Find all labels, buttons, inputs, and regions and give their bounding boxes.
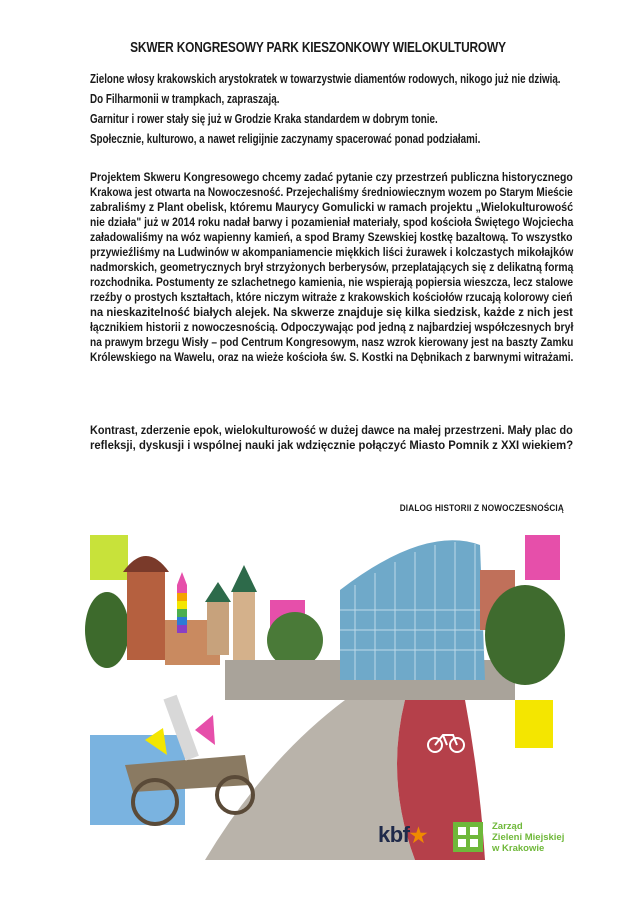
paragraph-main-line: rzeźby o prostych kształtach, które niczym witraże z krakowskich kościołów rzucają kolorowy cień [90, 291, 573, 304]
zzm-logo-icon [453, 822, 483, 852]
paragraph-main-line: zabraliśmy z Plant obelisk, któremu Maurycy Gomulicki w ramach projektu „Wielokulturowość [90, 201, 574, 214]
paragraph-closing [90, 423, 573, 453]
kbf-logo: kbf★ [378, 822, 427, 847]
paragraph-closing-line: refleksji, dyskusji i wspólnej nauki jak wdzięcznie połączyć Miasto Pomnik z XXI wiekiem? [90, 439, 574, 452]
paragraph-main-line: nadmorskich, geometrycznych brył strzyżonych berberysów, przeplatających się z delikatną formą [90, 261, 574, 274]
intro-block [90, 69, 573, 149]
tree-right [485, 585, 565, 685]
paragraph-closing-line: Kontrast, zderzenie epok, wielokulturowość w dużej dawce na małej przestrzeni. Mały plac do [90, 424, 573, 437]
church-tower-2 [233, 590, 255, 660]
wawel-tower [127, 570, 165, 660]
paragraph-main-line: Projektem Skweru Kongresowego chcemy zadać pytanie czy przestrzeń publiczna historycznego [90, 171, 573, 184]
paragraph-main-line: łącznikiem historii z nowoczesnością. Odpoczywając pod jedną z najbardziej współczesnych brył [90, 321, 574, 334]
paragraph-main-line: na prawym brzegu Wisły – pod Centrum Kongresowym, nasz wzrok kierowany jest na baszty Zamku [90, 336, 574, 349]
pink-square-right [525, 535, 560, 580]
paragraph-main-line: na nieskazitelność białych alejek. Na skwerze znajduje się kilka siedzisk, każde z nich jest [90, 306, 573, 319]
paragraph-main-line: rozchodnika. Postumenty ze szlachetnego kamienia, nie wspierają popiersia wieszcza, lecz stalowe [90, 276, 574, 289]
intro-line-4: Społecznie, kulturowo, a nawet religijnie zaczynamy spacerować ponad podziałami. [90, 132, 481, 146]
lime-square [90, 535, 128, 580]
rainbow-obelisk [177, 572, 187, 633]
tree-middle [267, 612, 323, 668]
collage-illustration [85, 530, 565, 860]
yellow-square [515, 700, 553, 748]
paragraph-main [90, 170, 573, 365]
intro-line-2: Do Filharmonii w trampkach, zapraszają. [90, 92, 280, 106]
paragraph-main-line: nie działa" już w 2014 roku nadał barwy i pozamieniał materiały, spod kościoła Świętego Wojciecha [90, 216, 574, 229]
tower-roof [123, 556, 169, 572]
intro-line-1: Zielone włosy krakowskich arystokratek w towarzystwie diamentów rodowych, nikogo już nie dziwią. [90, 72, 561, 86]
church-spire-1 [205, 582, 231, 602]
intro-line-3: Garnitur i rower stały się już w Grodzie Kraka standardem w dobrym tonie. [90, 112, 438, 126]
paragraph-main-line: Królewskiego na Wawelu, oraz na wieże kościoła św. S. Kostki na Dębnikach z barwnymi witrażami. [90, 351, 574, 364]
paragraph-main-line: załadowaliśmy na wóz wapienny kamień, a spod Bramy Szewskiej kostkę bazaltową. To wszystko [90, 231, 573, 244]
church-spire-2 [231, 565, 257, 592]
poster-title: SKWER KONGRESOWY PARK KIESZONKOWY WIELOKULTUROWY [130, 40, 506, 56]
paragraph-main-line: przywieźliśmy na Ludwinów w akompaniamencie miękkich liści żurawek i kolczastych mikołajków [90, 246, 574, 259]
tree-left [85, 592, 129, 668]
zzm-logo-text: Zarząd Zieleni Miejskiej w Krakowie [492, 821, 565, 854]
paragraph-main-line: Krakowa jest otwarta na Nowoczesność. Przejechaliśmy średniowiecznym wozem po Starym Mieście [90, 186, 573, 199]
church-tower-1 [207, 600, 229, 655]
collage-caption: DIALOG HISTORII Z NOWOCZESNOŚCIĄ [399, 503, 564, 514]
